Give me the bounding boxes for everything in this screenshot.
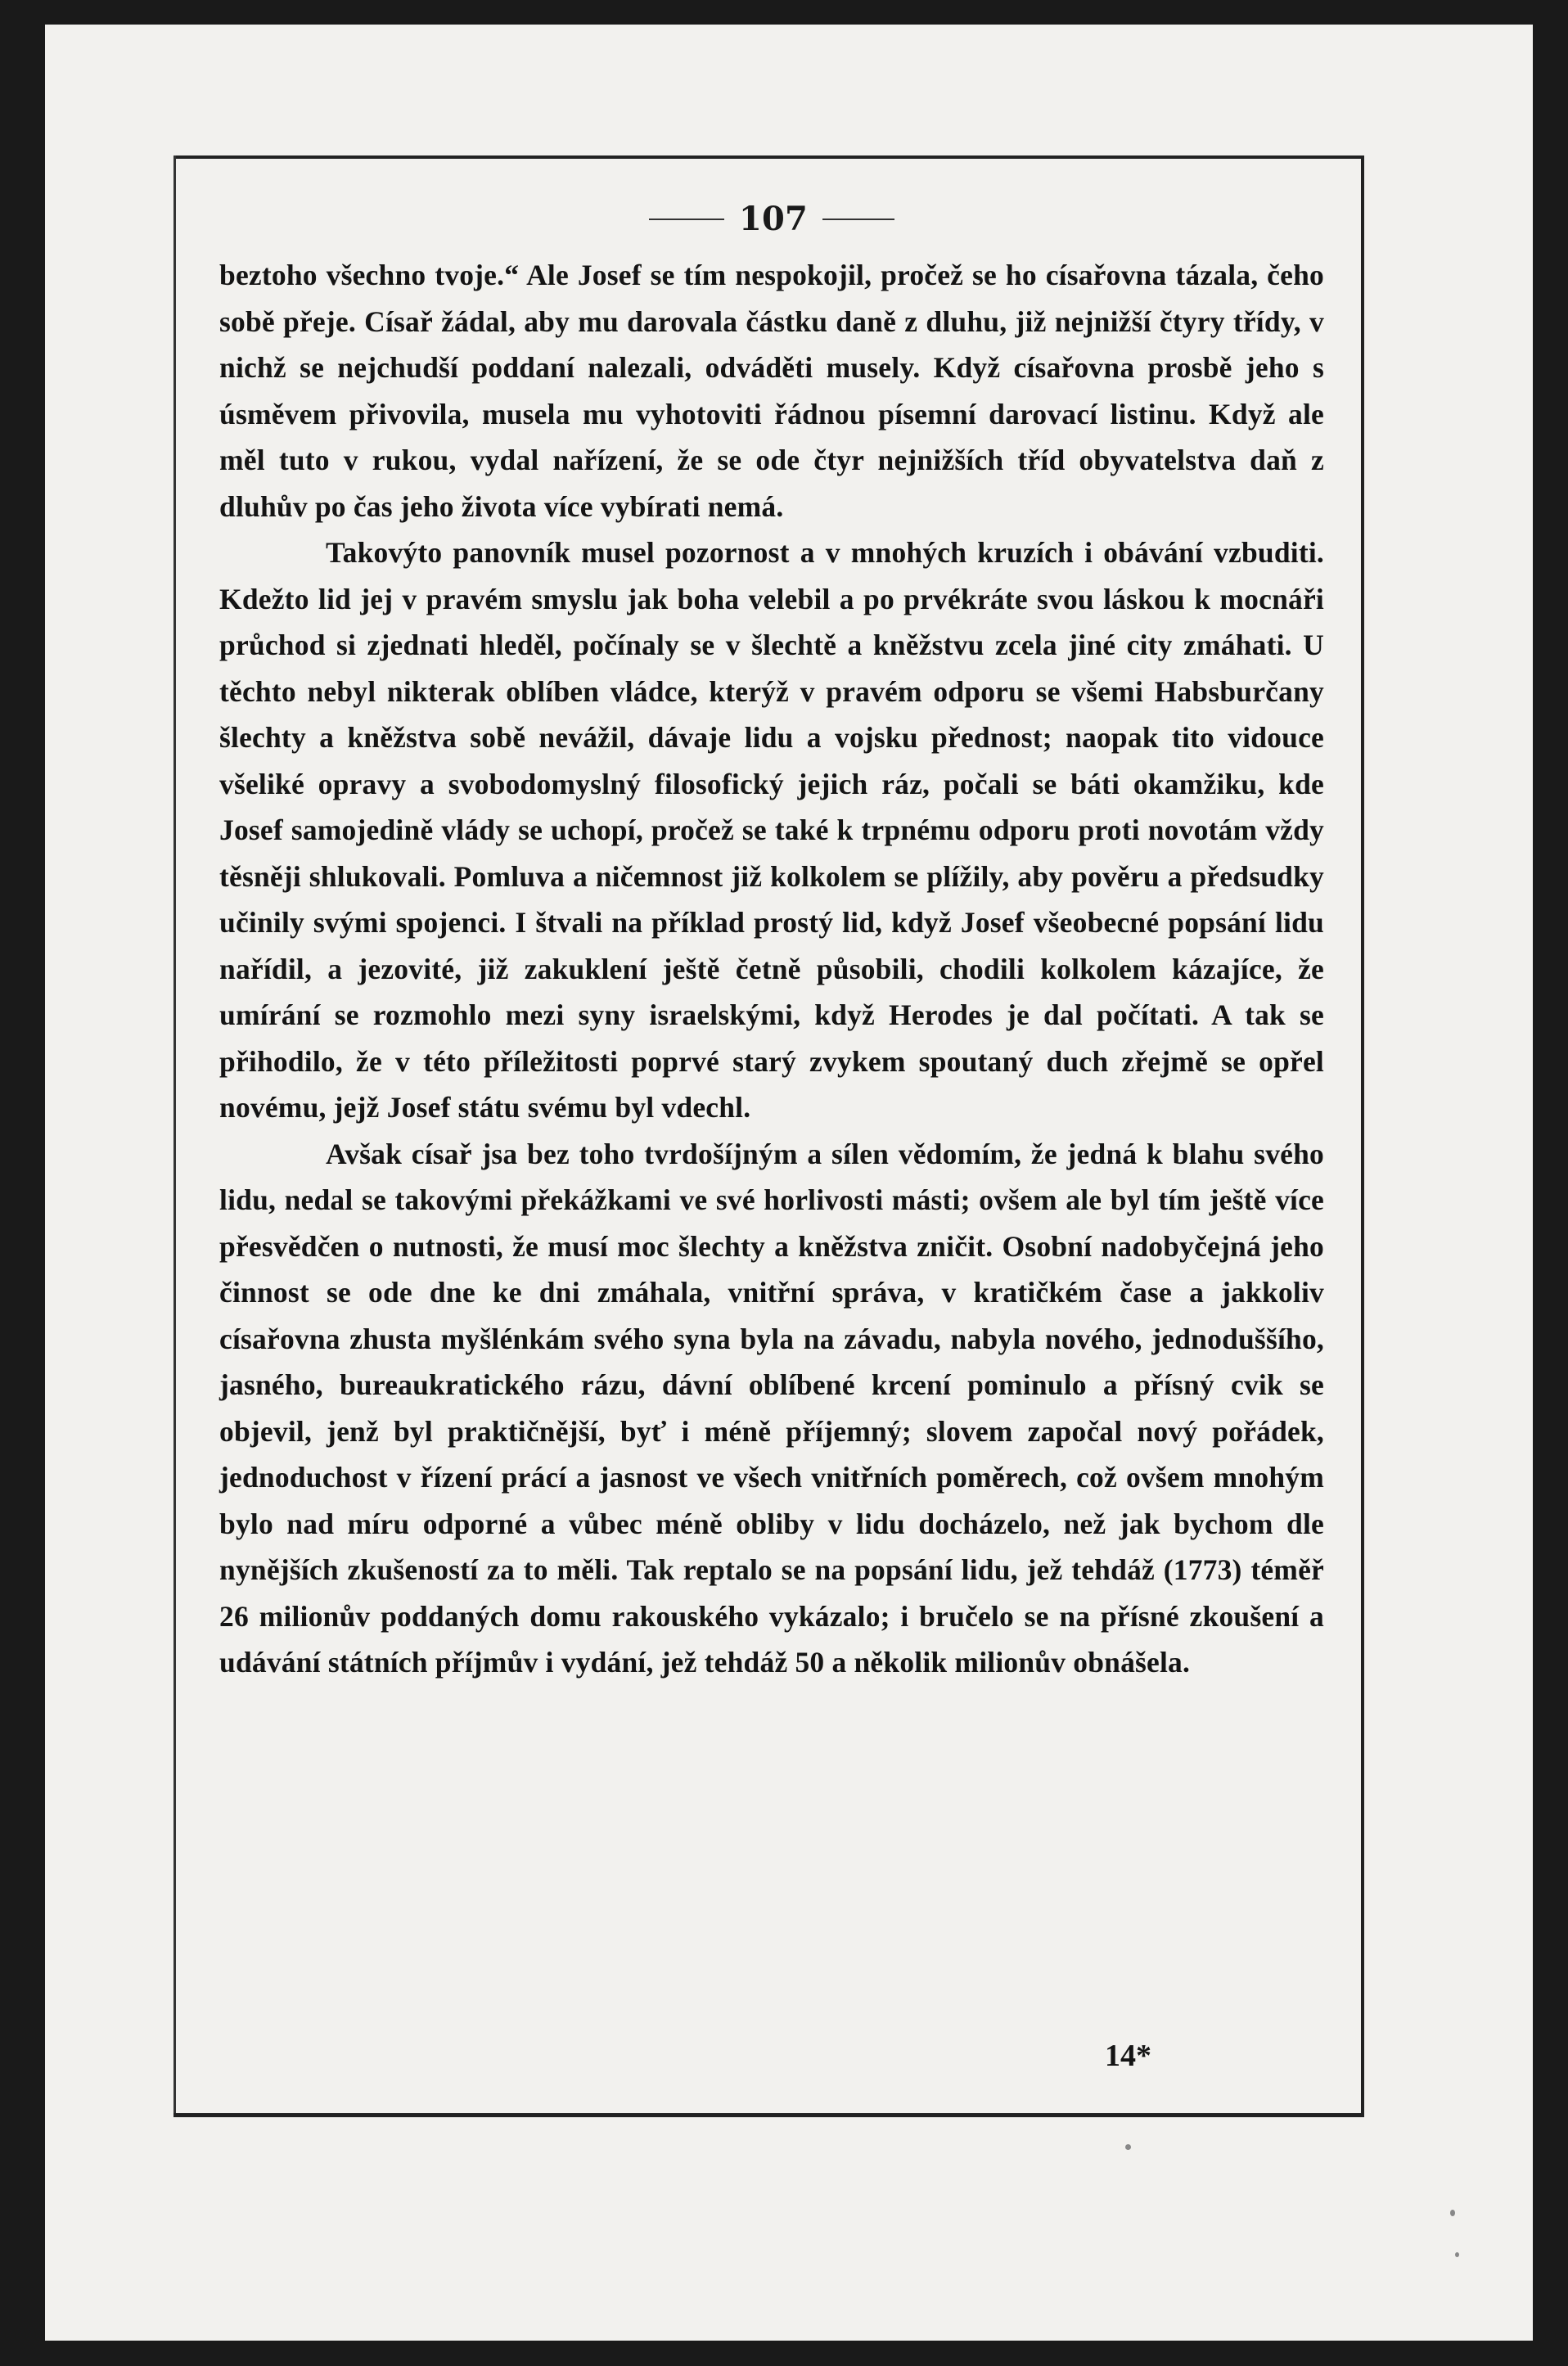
speck — [1125, 2144, 1131, 2150]
page-number: 107 — [738, 199, 809, 238]
page-border-bottom — [173, 2113, 1364, 2117]
speck — [1450, 2210, 1455, 2216]
page-border-top — [173, 155, 1364, 159]
header-dash-right — [822, 219, 894, 220]
header-dash-left — [649, 219, 724, 220]
signature-mark: 14* — [1105, 2039, 1151, 2073]
paragraph-1: beztoho všechno tvoje.“ Ale Josef se tím nespokojil, pročež se ho císařovna tázala, čeho sobě přeje. Císař žádal, aby mu darovala částku daně z dluhu, již nejnižší čtyry třídy, v nichž se nejchudší poddaní nalezali, odváděti musely. Když císařovna prosbě jeho s úsměvem přivovila, musela mu vyhotoviti řádnou písemní darovací listinu. Když ale měl tuto v rukou, vydal nařízení, že se ode čtyr nejnižších tříd obyvatelstva daň z dluhův po čas jeho života více vybírati nemá. — [219, 259, 1324, 523]
page-header — [219, 196, 1324, 242]
speck — [1455, 2252, 1459, 2257]
page-border-right — [1361, 155, 1364, 2117]
page-body — [219, 196, 1324, 2095]
paragraph-2: Takovýto panovník musel pozornost a v mnohých kruzích i obávání vzbuditi. Kdežto lid jej v pravém smyslu jak boha velebil a po prvékráte svou láskou k mocnáři průchod si zjednati hleděl, počínaly se v šlechtě a kněžstvu zcela jiné city zmáhati. U těchto nebyl nikterak oblíben vládce, kterýž v pravém odporu se všemi Habsburčany šlechty a kněžstva sobě nevážil, dávaje lidu a vojsku přednost; naopak tito vidouce všeliké opravy a svobodomyslný filosofický jejich ráz, počali se báti okamžiku, kde Josef samojedině vlády se uchopí, pročež se také k trpnému odporu proti novotám vždy těsněji shlukovali. Pomluva a ničemnost již kolkolem se plížily, aby pověru a předsudky učinily svými spojenci. I štvali na příklad prostý lid, když Josef všeobecné popsání lidu nařídil, a jezovité, již zakuklení ještě četně působili, chodili kolkolem kázajíce, že umírání se rozmohlo mezi syny israelskými, když Herodes je dal počítati. A tak se přihodilo, že v této příležitosti poprvé starý zvykem spoutaný duch zřejmě se opřel novému, jejž Josef státu svému byl vdechl. — [219, 536, 1324, 1124]
page-border-left — [173, 155, 176, 2116]
paragraph-3: Avšak císař jsa bez toho tvrdošíjným a sílen vědomím, že jedná k blahu svého lidu, nedal se takovými překážkami ve své horlivosti másti; ovšem ale byl tím ještě více přesvědčen o nutnosti, že musí moc šlechty a kněžstva zničit. Osobní nadobyčejná jeho činnost se ode dne ke dni zmáhala, vnitřní správa, v kratičkém čase a jakkoliv císařovna zhusta myšlénkám svého syna byla na závadu, nabyla nového, jednoduššího, jasného, bureaukratického rázu, dávní oblíbené krcení pominulo a přísný cvik se objevil, jenž byl praktičnější, byť i méně příjemný; slovem započal nový pořádek, jednoduchost v řízení prácí a jasnost ve všech vnitřních poměrech, což ovšem mnohým bylo nad míru odporné a vůbec méně obliby v lidu docházelo, než jak bychom dle nynějších zkušeností za to měli. Tak reptalo se na popsání lidu, jež tehdáž (1773) téměř 26 milionův poddaných domu rakouského vykázalo; i bručelo se na přísné zkoušení a udávání státních příjmův i vydání, jež tehdáž 50 a několik milionův obnášela. — [219, 1137, 1324, 1679]
